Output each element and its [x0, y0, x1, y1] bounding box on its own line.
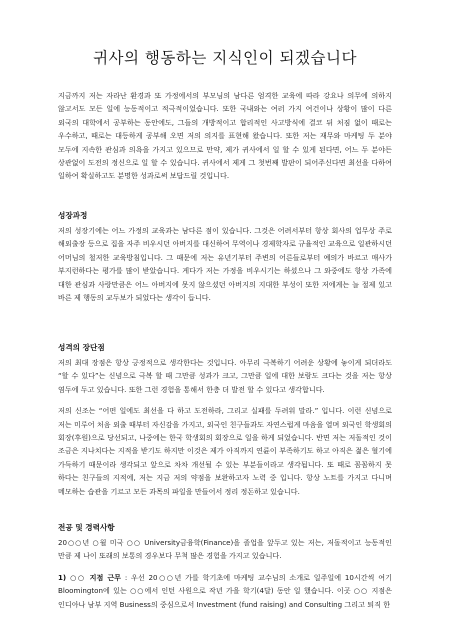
intro-section — [58, 89, 392, 183]
experience-paragraph-1: 20○○년 ○월 미국 ○○ University금융학(Finance)을 졸업을 앞두고 있는 저는, 저돌적이고 능동적인 만큼 제 나이 또래의 보통의 경우보다 무척 많은 경험을 가지고 있습니다. — [58, 538, 392, 561]
document-title: 귀사의 행동하는 지식인이 되겠습니다 — [93, 49, 357, 67]
experience-item-label: 1) ○○ 지점 근무 — [58, 572, 122, 582]
experience-item-1 — [58, 571, 392, 611]
experience-item-body: : 우선 20○○년 가를 학기초에 마케팅 교수님의 소개로 일주일에 10시간씩 여기 Bloomington에 있는 ○○에서 인턴 사원으로 작년 가을 학기(4달) 동안 일 했습니다. 이곳 ○○ 지점은 인디아나 남부 지역 Business의 중심으로서 Investment (fund raising) and Consulting 그리고 퇴직 한 — [58, 572, 392, 609]
intro-paragraph: 지금까지 저는 자라난 환경과 또 가정에서의 부모님의 남다른 엄격한 교육에 따라 강요나 의무에 의하지 않고서도 모든 일에 능동적이고 적극적이었습니다. 또한 국내와는 여러 가지 여건이나 상황이 많이 다른 외국의 대학에서 공부하는 동안에도, 그들의 개방적이고 합리적인 사고방식에 결코 뒤 처짐 없이 때로는 우수하고, 때로는 대등하게 공부해 오면 저의 의지를 표현해 왔습니다. 또한 저는 재무와 마케팅 두 분야 모두에 지속한 관심과 의욕을 가지고 있으므로 만약, 제가 귀사에서 일 할 수 있게 된다면, 어느 두 분야든 상관없이 도전의 정신으로 일 할 수 있습니다. 귀사에서 제게 그 첫번째 발판이 되어주신다면 최선을 다하여 일하여 확실하고도 분명한 성과로써 보답드릴 것입니다. — [58, 91, 392, 181]
growth-heading: 성장과정 — [58, 211, 88, 220]
growth-paragraph: 저의 성장기에는 어느 가정의 교육과는 남다른 점이 있습니다. 그것은 어려서부터 항상 회사의 업무상 주로 해외출장 등으로 집을 자주 비우시던 아버지를 대신하여 무역이나 경제학자로 규율적인 교육으로 일관하시던 어머님의 철저한 교육방침입니다. 그 때문에 저는 유년기부터 주변의 어른들로부터 예의가 바르고 매사가 부지런하다는 평가를 많이 받았습니다. 게다가 저는 가정을 비우시기는 하셨으나 그 와중에도 항상 가족에 대한 관심과 사랑만큼은 어느 아버지에 못지 않으셨던 아버지의 지대한 부성이 또한 저에게는 늘 절제 있고 바른 제 행동의 교두보가 되었다는 생각이 듭니다. — [58, 226, 392, 303]
strengths-section — [58, 342, 392, 498]
experience-heading: 전공 및 경력사항 — [58, 523, 115, 532]
experience-section — [58, 522, 392, 611]
strengths-paragraph-2: 저의 신조는 “어떤 일에도 최선을 다 하고 도전하라, 그리고 실패를 두려워 말라.” 입니다. 이런 신념으로 저는 미루어 처음 외출 때부터 자신감을 가지고, 외국인 친구들과도 자연스럽게 마음을 열며 외국인 학생회의 회장(후원)으로 당선되고, 나중에는 한국 학생회의 회장으로 일을 하게 되었습니다. 반면 저는 저돌적인 것이 조금은 지나치다는 지적을 받기도 하지만 이것은 제가 아직까지 연륜이 부족하기도 하고 아직은 젊은 혈기에 가득하기 때문이라 생각되고 앞으로 차차 개선될 수 있는 부분들이라고 생각됩니다. 또 때로 꼼꼼하지 못 하다는 친구들의 지적에, 저는 지금 저의 약점을 보완하고자 노력 중 입니다. 항상 노트를 가지고 다니며 메모하는 습관을 기르고 모든 과목의 파일을 만들어서 정리 정돈하고 있습니다. — [58, 406, 392, 496]
growth-section — [58, 210, 392, 304]
strengths-heading: 성격의 장단점 — [58, 343, 105, 352]
strengths-paragraph-1: 저의 최대 장점은 항상 긍정적으로 생각한다는 것입니다. 아무리 극복하기 어려운 상황에 놓이게 되더라도 “할 수 있다”는 신념으로 극복 할 때 그만큼 성과가 크고, 그만큼 일에 대한 보람도 크다는 것을 저는 항상 염두에 두고 있습니다. 또한 그런 경험을 통해서 한층 더 발전 할 수 있다고 생각합니다. — [58, 358, 392, 394]
